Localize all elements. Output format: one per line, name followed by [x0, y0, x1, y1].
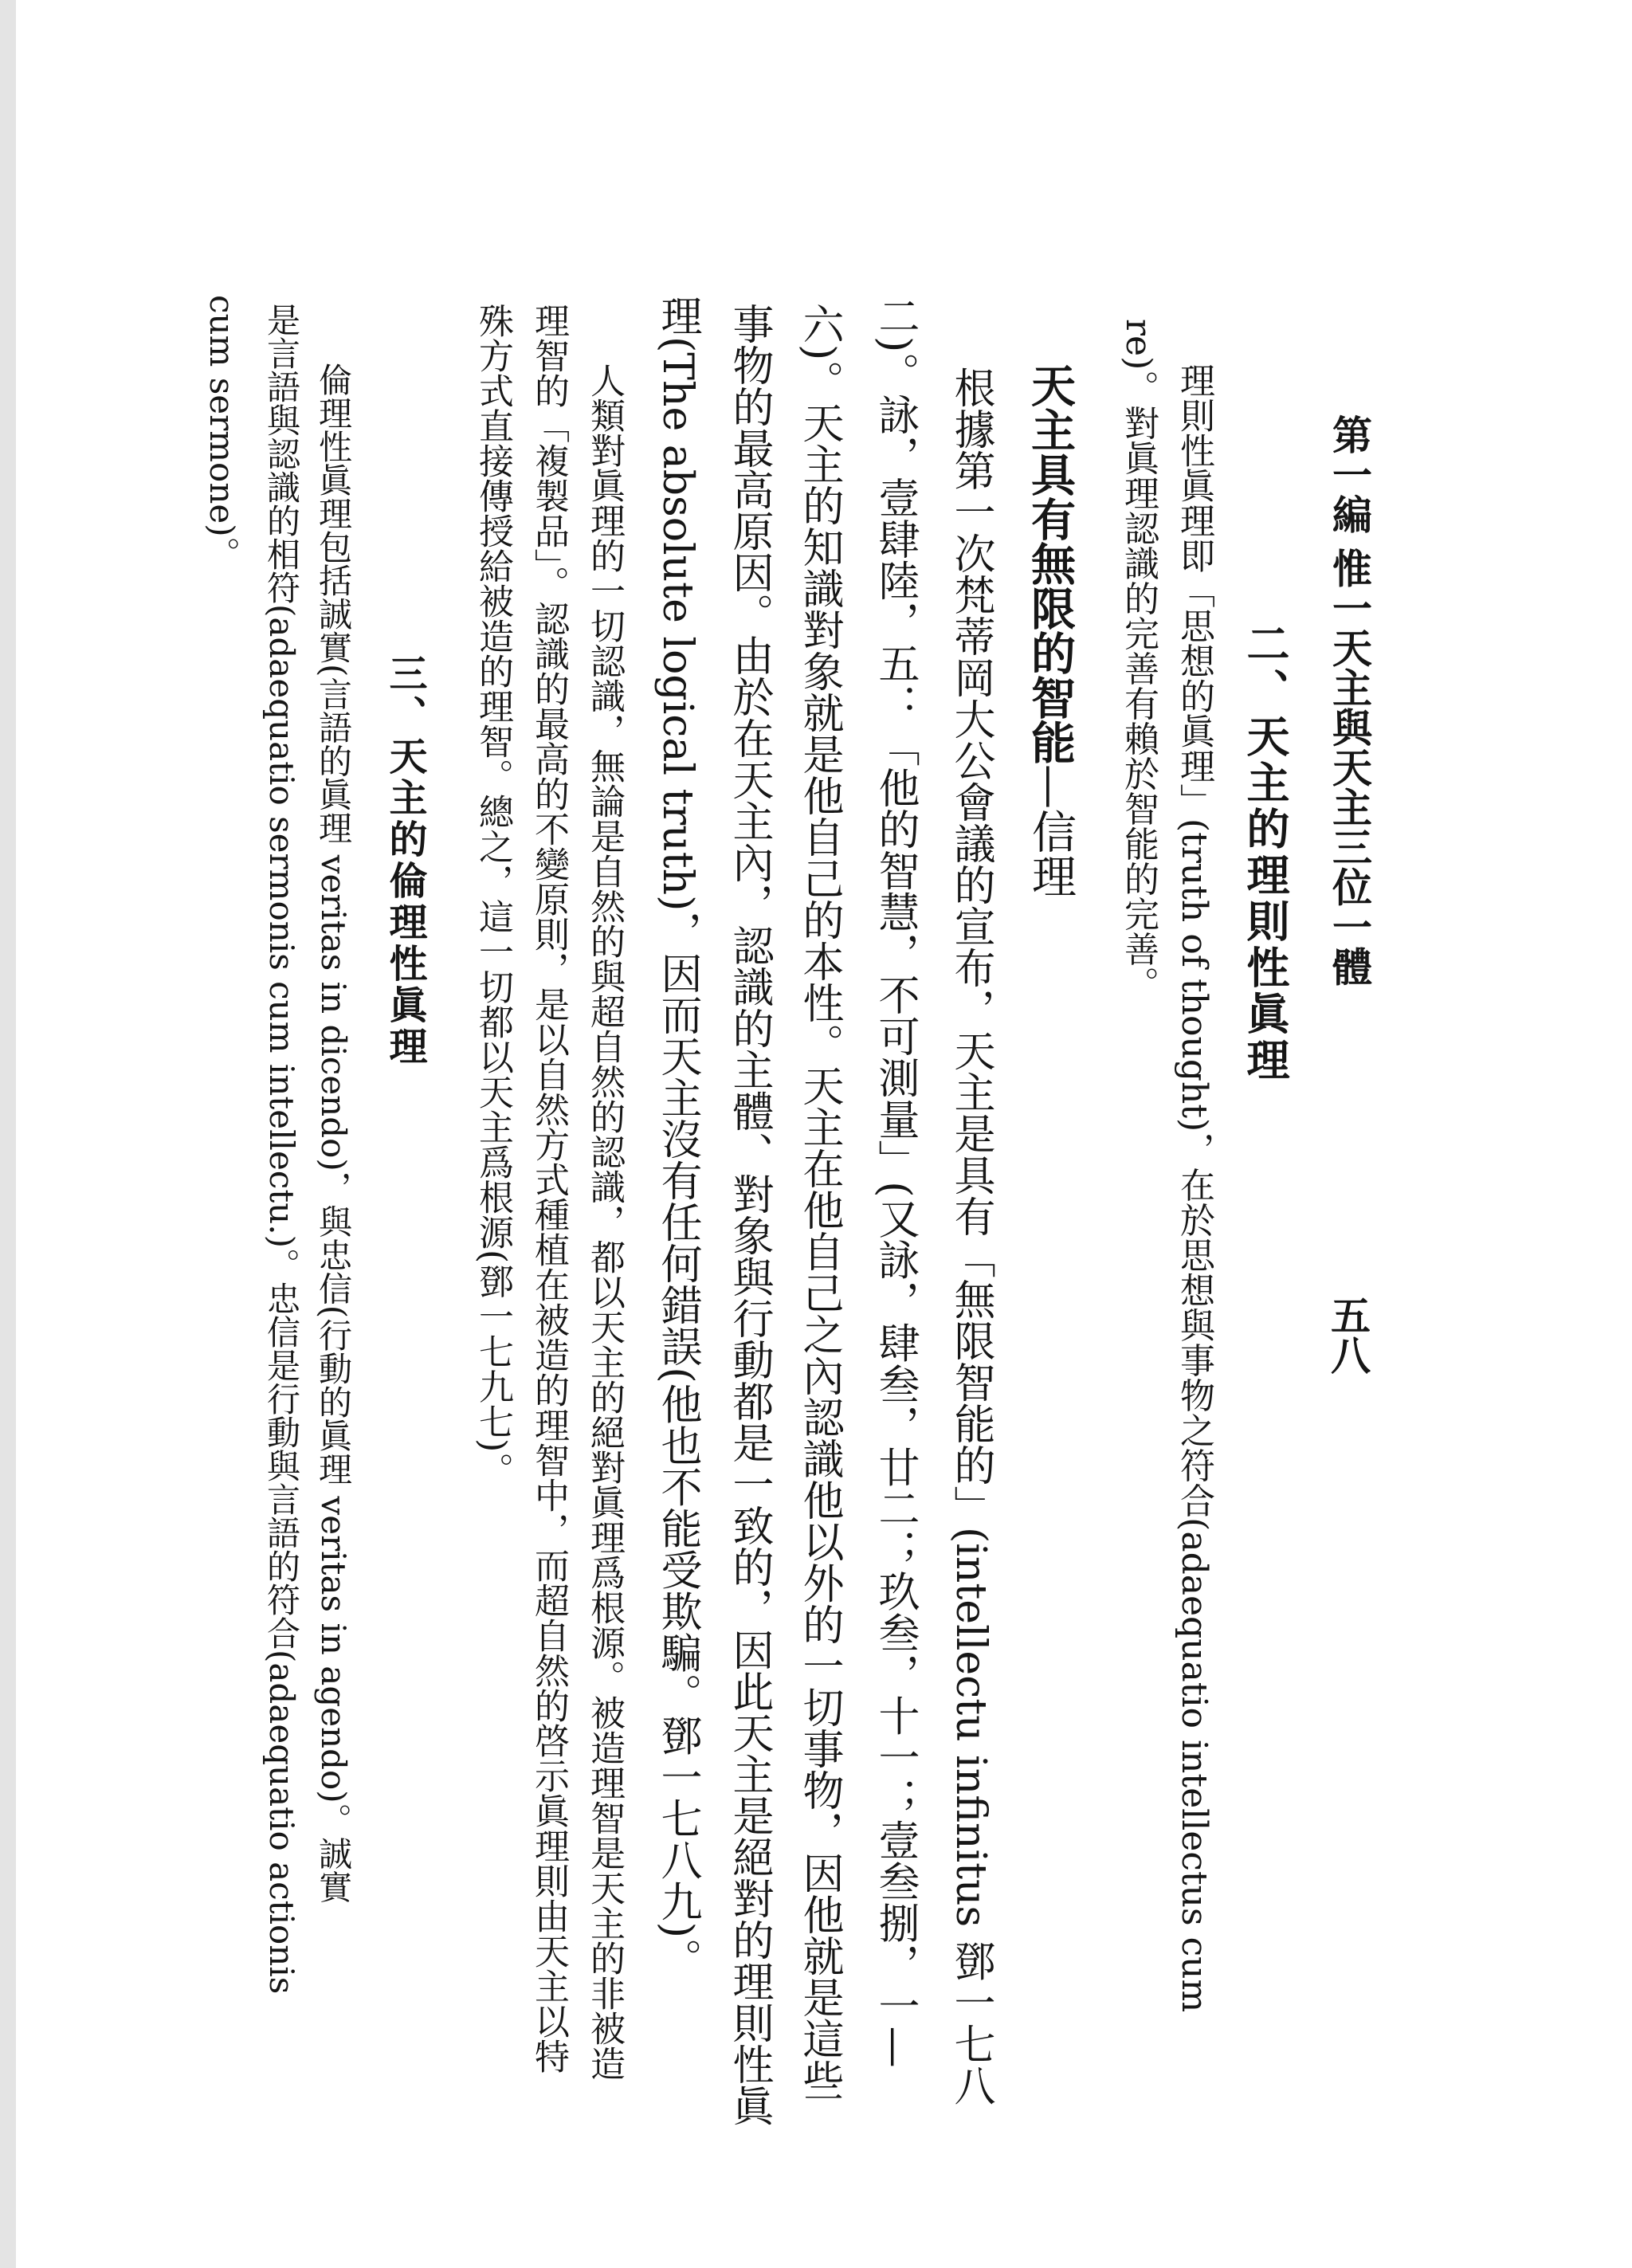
paragraph-line: 六)。天主的知識對象就是他自己的本性。天主在他自己之內認識他以外的一切事物，因他就是這些	[795, 303, 843, 2101]
paragraph-line: 二)。詠，壹肆陸，五：「他的智慧，不可測量」(又詠，肆叁，廿二；玖叁，十一；壹叁捌，一—	[871, 295, 919, 2068]
paragraph-line: 根據第一次梵蒂岡大公會議的宣布，天主是具有「無限智能的」(intellectu infinitus 鄧一七八	[947, 367, 994, 2106]
subsection-heading	[1024, 363, 1077, 898]
paragraph-line: 是言語與認識的相符(adaequatio sermonis cum intellectu.)。忠信是行動與言語的符合(adaequatio actionis	[262, 303, 301, 1995]
paragraph-line: 理則性眞理即「思想的眞理」(truth of thought)，在於思想與事物之符合(adaequatio intellectus cum	[1174, 363, 1214, 2013]
paragraph-line: re)。對眞理認識的完善有賴於智能的完善。	[1118, 319, 1159, 1002]
paragraph-line: 理(The absolute logical truth)，因而天主沒有任何錯誤(他也不能受欺騙。鄧一七八九)。	[653, 295, 701, 1980]
paragraph-line: 事物的最高原因。由於在天主內，認識的主體、對象與行動都是一致的，因此天主是絕對的理則性眞	[725, 303, 773, 2126]
paragraph-line: 倫理性眞理包括誠實(言語的眞理 veritas in dicendo)，與忠信(行動的眞理 veritas in agendo)。誠實	[314, 363, 353, 1904]
section-heading: 二、天主的理則性眞理	[1240, 622, 1291, 1084]
subsection-heading-suffix: —信理	[1025, 764, 1077, 898]
section-heading: 三、天主的倫理性眞理	[382, 653, 427, 1068]
paragraph-line: 殊方式直接傳授給被造的理智。總之，這一切都以天主爲根源(鄧一七九七)。	[473, 303, 513, 1488]
subsection-heading-bold: 天主具有無限的智能	[1024, 363, 1077, 764]
running-header: 第一編 惟一天主與天主三位一體	[1326, 414, 1373, 987]
scan-edge-shadow	[0, 0, 16, 2268]
paragraph-line: 理智的「複製品」。認識的最高的不變原則，是以自然方式種植在被造的理智中，而超自然的啓示眞理則由天主以特	[528, 303, 569, 2074]
paragraph-line: 人類對眞理的一切認識，無論是自然的與超自然的認識，都以天主的絕對眞理爲根源。被造理智是天主的非被造	[584, 363, 625, 2081]
paragraph-line: cum sermone)。	[202, 295, 241, 571]
page-number: 五八	[1324, 1295, 1371, 1375]
